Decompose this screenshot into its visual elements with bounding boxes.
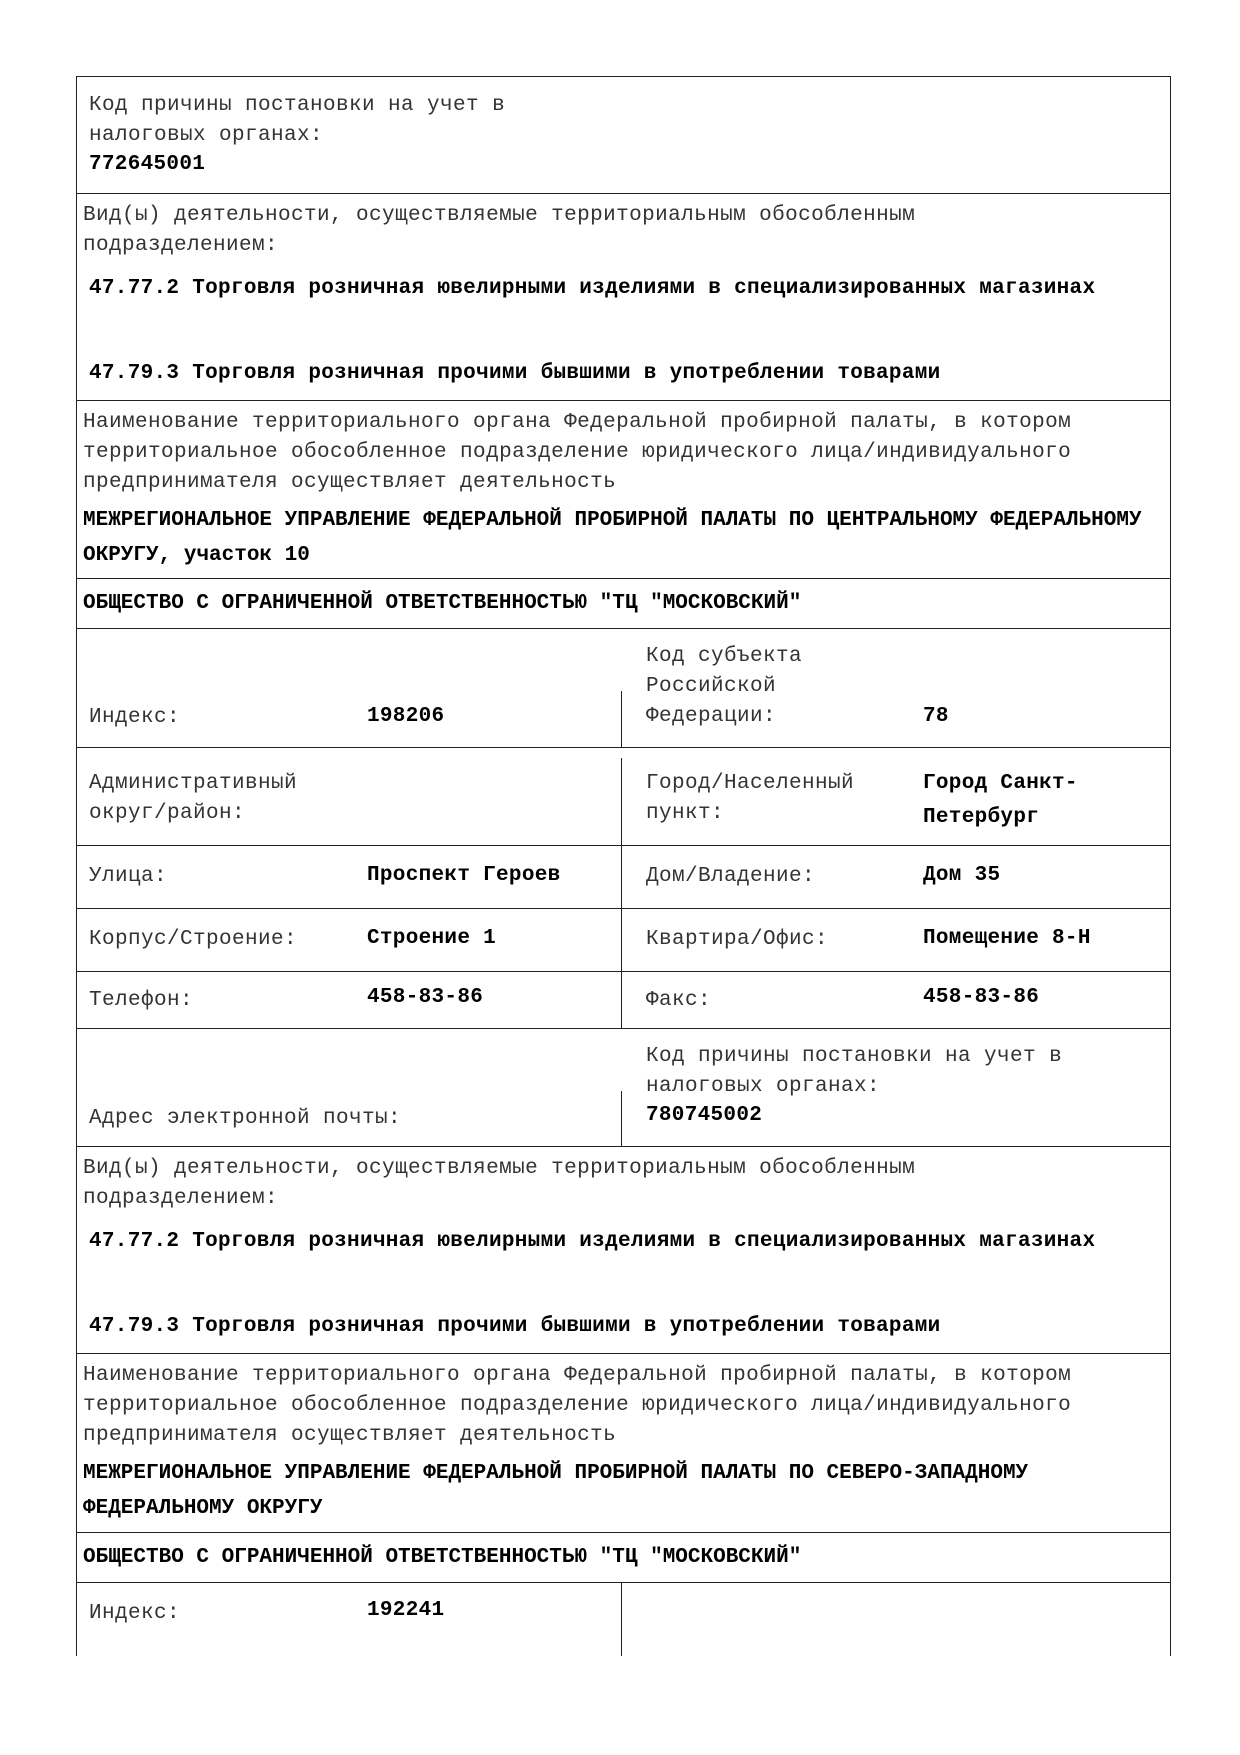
office-label: Квартира/Офис: <box>646 928 829 951</box>
street-value: Проспект Героев <box>367 864 561 887</box>
org-name-row <box>77 1533 1170 1583</box>
column-divider <box>621 691 622 748</box>
activities-block <box>77 194 1170 401</box>
index-value: 198206 <box>367 705 445 728</box>
house-value: Дом 35 <box>923 864 1001 887</box>
building-label: Корпус/Строение: <box>89 928 298 951</box>
authority-value: МЕЖРЕГИОНАЛЬНОЕ УПРАВЛЕНИЕ ФЕДЕРАЛЬНОЙ ПРОБИРНОЙ ПАЛАТЫ ПО СЕВЕРО-ЗАПАДНОМУ ФЕДЕРАЛЬНОМУ ОКРУГУ <box>83 1462 1029 1520</box>
region-value: 78 <box>923 705 949 728</box>
authority-block <box>77 401 1170 579</box>
street-label: Улица: <box>89 865 168 888</box>
kpp-label: Код причины постановки на учет в налоговых органах: <box>89 94 506 147</box>
kpp-value: 780745002 <box>646 1104 763 1127</box>
kpp-label: Код причины постановки на учет в налоговых органах: <box>646 1045 1063 1098</box>
org-name-row <box>77 579 1170 629</box>
index-value: 192241 <box>367 1599 445 1622</box>
column-divider <box>621 1091 622 1147</box>
activity-item: 47.77.2 Торговля розничная ювелирными изделиями в специализированных магазинах <box>89 277 1096 300</box>
activities-label: Вид(ы) деятельности, осуществляемые территориальным обособленным подразделением: <box>83 204 916 257</box>
building-office-row <box>77 909 1170 972</box>
org-name: ОБЩЕСТВО С ОГРАНИЧЕННОЙ ОТВЕТСТВЕННОСТЬЮ "ТЦ "МОСКОВСКИЙ" <box>83 592 802 615</box>
authority-label: Наименование территориального органа Федеральной пробирной палаты, в котором территориальное обособленное подразделение юридического лица/индивидуального предпринимателя осуществляет деятельность <box>83 1364 1072 1447</box>
fax-label: Факс: <box>646 989 712 1012</box>
activity-item: 47.77.2 Торговля розничная ювелирными изделиями в специализированных магазинах <box>89 1230 1096 1253</box>
authority-value: МЕЖРЕГИОНАЛЬНОЕ УПРАВЛЕНИЕ ФЕДЕРАЛЬНОЙ ПРОБИРНОЙ ПАЛАТЫ ПО ЦЕНТРАЛЬНОМУ ФЕДЕРАЛЬНОМУ ОКРУГУ, участок 10 <box>83 509 1142 567</box>
district-city-row <box>77 748 1170 846</box>
column-divider <box>621 758 622 846</box>
index-row <box>77 1583 1170 1656</box>
phone-fax-row <box>77 972 1170 1029</box>
house-label: Дом/Владение: <box>646 865 816 888</box>
org-name: ОБЩЕСТВО С ОГРАНИЧЕННОЙ ОТВЕТСТВЕННОСТЬЮ "ТЦ "МОСКОВСКИЙ" <box>83 1546 802 1569</box>
column-divider <box>621 1583 622 1656</box>
index-label: Индекс: <box>89 1602 181 1625</box>
column-divider <box>621 909 622 972</box>
index-region-row <box>77 629 1170 748</box>
column-divider <box>621 972 622 1029</box>
phone-label: Телефон: <box>89 989 194 1012</box>
authority-block <box>77 1354 1170 1533</box>
kpp-value: 772645001 <box>89 153 206 176</box>
email-kpp-row <box>77 1029 1170 1147</box>
city-label: Город/Населенный пункт: <box>646 772 855 825</box>
activity-item: 47.79.3 Торговля розничная прочими бывшими в употреблении товарами <box>89 1315 941 1338</box>
kpp-row <box>77 77 1170 194</box>
authority-label: Наименование территориального органа Федеральной пробирной палаты, в котором территориальное обособленное подразделение юридического лица/индивидуального предпринимателя осуществляет деятельность <box>83 411 1072 494</box>
building-value: Строение 1 <box>367 927 497 950</box>
column-divider <box>621 846 622 909</box>
region-label: Код субъекта Российской Федерации: <box>646 645 803 728</box>
street-house-row <box>77 846 1170 909</box>
activity-item: 47.79.3 Торговля розничная прочими бывшими в употреблении товарами <box>89 362 941 385</box>
activities-block <box>77 1147 1170 1354</box>
registry-form <box>76 76 1171 1656</box>
activities-label: Вид(ы) деятельности, осуществляемые территориальным обособленным подразделением: <box>83 1157 916 1210</box>
district-label: Административный округ/район: <box>89 772 298 825</box>
index-label: Индекс: <box>89 706 181 729</box>
phone-value: 458-83-86 <box>367 986 484 1009</box>
fax-value: 458-83-86 <box>923 986 1040 1009</box>
city-value: Город Санкт-Петербург <box>923 772 1078 829</box>
email-label: Адрес электронной почты: <box>89 1107 402 1130</box>
office-value: Помещение 8-Н <box>923 927 1091 950</box>
